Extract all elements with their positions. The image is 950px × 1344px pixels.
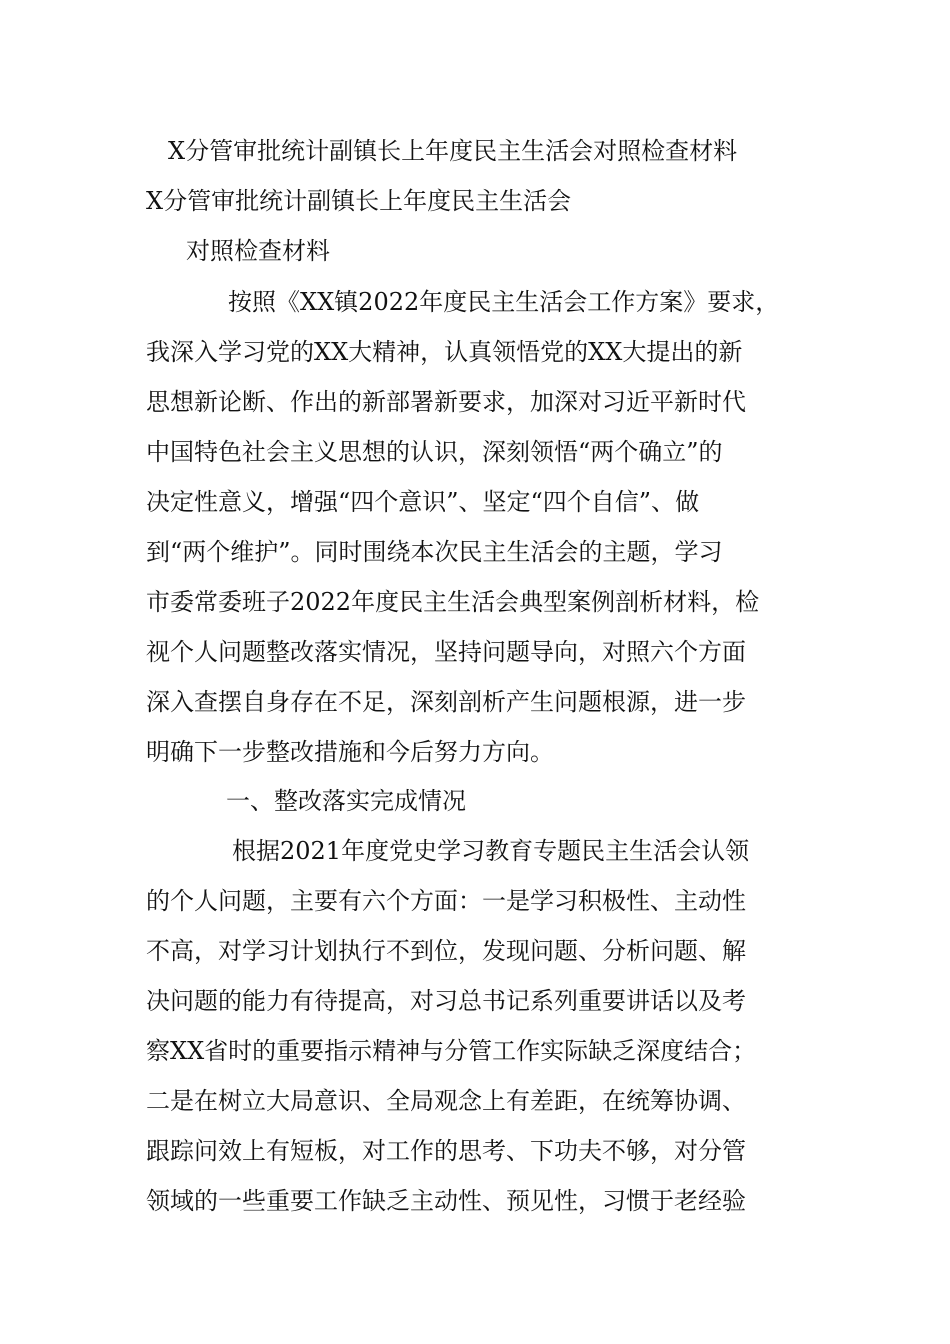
paragraph-line: 二是在树立大局意识、全局观念上有差距，在统筹协调、 bbox=[146, 1087, 746, 1115]
paragraph-line: 市委常委班子2022年度民主生活会典型案例剖析材料，检 bbox=[146, 588, 760, 616]
paragraph-line: 深入查摆自身存在不足，深刻剖析产生问题根源，进一步 bbox=[146, 688, 746, 716]
paragraph-line: 决问题的能力有待提高，对习总书记系列重要讲话以及考 bbox=[146, 987, 746, 1015]
section-heading: 一、整改落实完成情况 bbox=[226, 787, 466, 815]
paragraph-line: 我深入学习党的XX大精神，认真领悟党的XX大提出的新 bbox=[146, 338, 743, 366]
document-title: X分管审批统计副镇长上年度民主生活会对照检查材料 bbox=[168, 137, 738, 165]
paragraph-line: 察XX省时的重要指示精神与分管工作实际缺乏深度结合； bbox=[146, 1037, 757, 1065]
document-subtitle-continued: 对照检查材料 bbox=[186, 237, 330, 265]
paragraph-line: 思想新论断、作出的新部署新要求，加深对习近平新时代 bbox=[146, 388, 746, 416]
paragraph-line: 决定性意义，增强“四个意识”、坚定“四个自信”、做 bbox=[146, 488, 700, 516]
document-subtitle: X分管审批统计副镇长上年度民主生活会 bbox=[146, 187, 572, 215]
paragraph-line: 跟踪问效上有短板，对工作的思考、下功夫不够，对分管 bbox=[146, 1137, 746, 1165]
paragraph-line: 不高，对学习计划执行不到位，发现问题、分析问题、解 bbox=[146, 937, 746, 965]
paragraph-line: 按照《XX镇2022年度民主生活会工作方案》要求， bbox=[228, 288, 780, 316]
paragraph-line: 明确下一步整改措施和今后努力方向。 bbox=[146, 738, 554, 766]
paragraph-line: 到“两个维护”。同时围绕本次民主生活会的主题，学习 bbox=[146, 538, 723, 566]
paragraph-line: 领域的一些重要工作缺乏主动性、预见性，习惯于老经验 bbox=[146, 1187, 746, 1215]
paragraph-line: 根据2021年度党史学习教育专题民主生活会认领 bbox=[232, 837, 750, 865]
paragraph-line: 中国特色社会主义思想的认识，深刻领悟“两个确立”的 bbox=[146, 438, 723, 466]
paragraph-line: 视个人问题整改落实情况，坚持问题导向，对照六个方面 bbox=[146, 638, 746, 666]
paragraph-line: 的个人问题，主要有六个方面：一是学习积极性、主动性 bbox=[146, 887, 746, 915]
